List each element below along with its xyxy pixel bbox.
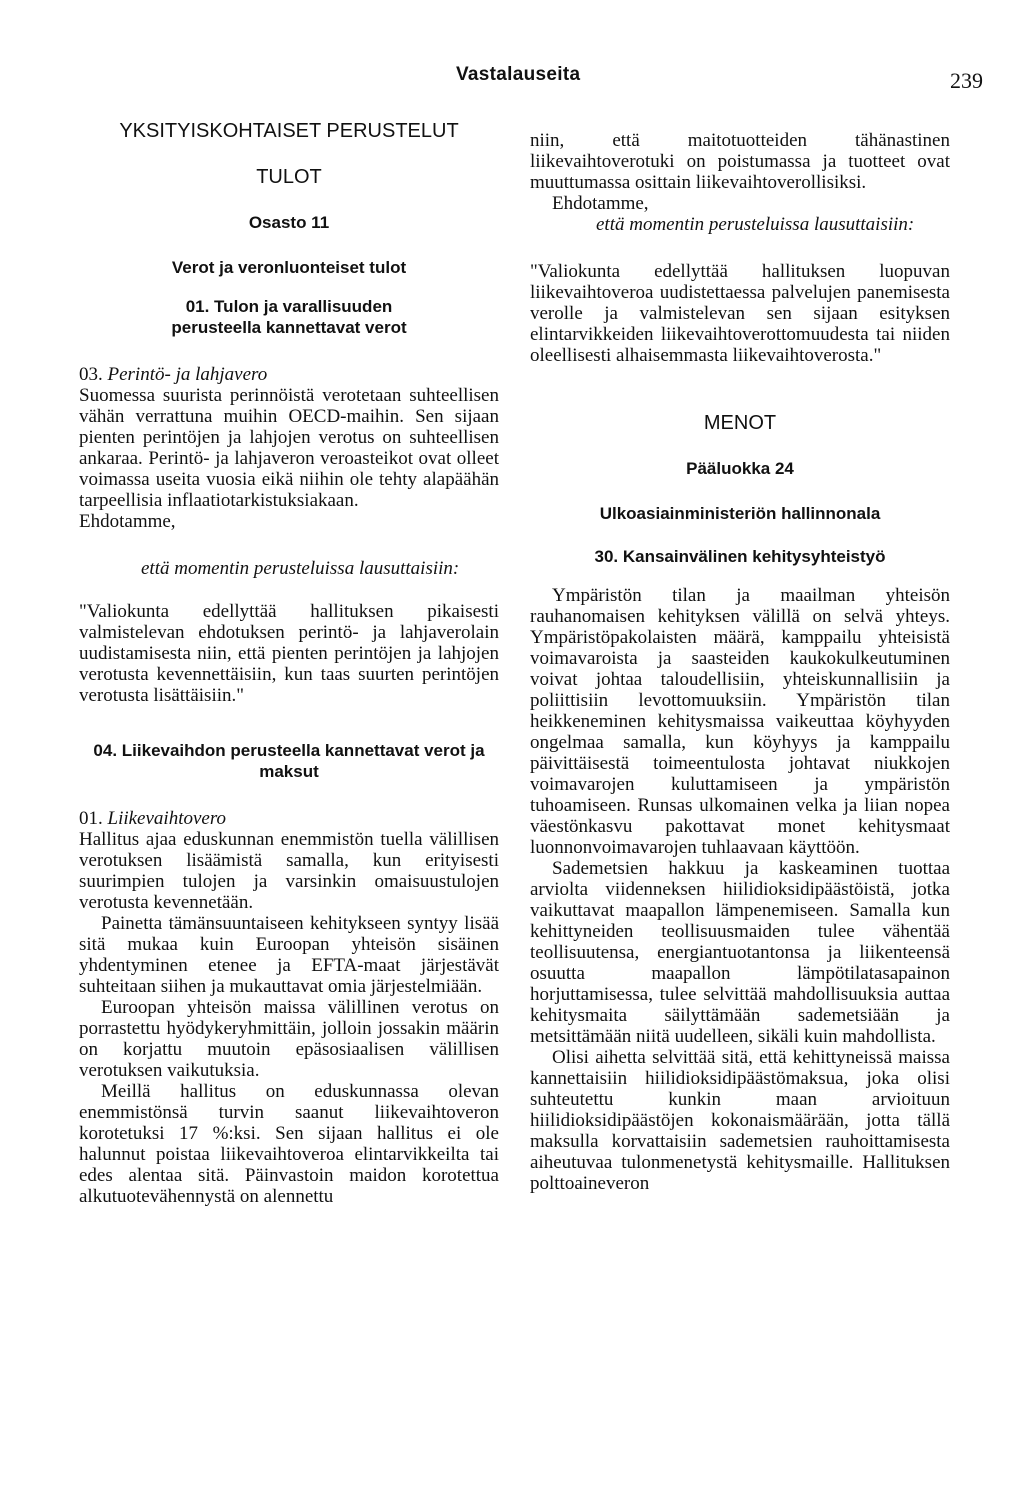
heading-ulkoasiainministerio: Ulkoasiainministeriön hallinnonala xyxy=(599,504,881,523)
heading-yksityiskohtaiset: YKSITYISKOHTAISET PERUSTELUT xyxy=(119,120,459,142)
heading-menot: MENOT xyxy=(703,412,777,434)
heading-tulot: TULOT xyxy=(256,166,322,188)
paragraph: Olisi aihetta selvittää sitä, että kehittyneissä maissa kannettaisiin hiilidioksidipäästömaksua, joka olisi suhteutettu kunkin maan arvioituun hiilidioksidipäästöjen kokonaismäärään, jotta tällä maksulla korvattaisiin sademetsien rauhoittamisesta aiheutuvaa tulonmenetystä kehitysmaille. Hallituksen polttoaineveron xyxy=(530,1047,950,1194)
item-03-number: 03. xyxy=(79,364,108,385)
heading-verot: Verot ja veronluonteiset tulot xyxy=(171,258,407,277)
running-header: Vastalauseita xyxy=(456,64,581,85)
heading-osasto: Osasto 11 xyxy=(248,213,330,232)
ehdotamme-text: Ehdotamme, xyxy=(79,511,176,532)
paragraph: Sademetsien hakkuu ja kaskeaminen tuottaa arviolta viidenneksen hiilidioksidipäästöistä, jotka vaikuttavat maapallon lämpenemiseen. Samalla kun kehittyneiden teollisuusmaiden tulee vähentää teollisuutensa, energiantuotantonsa ja liikenteensä osuutta maapallon lämpötilatasapainon horjuttamisessa, tulee selvittää mahdollisuuksia auttaa kehitysmaita säilyttämään sademetsiään ja metsittämään niitä uudelleen, sikäli kuin mahdollista. xyxy=(530,858,950,1047)
page-number: 239 xyxy=(950,68,983,93)
paragraph: Hallitus ajaa eduskunnan enemmistön tuella välillisen verotuksen lisäämistä samalla, kun erityisesti suurimpien tulojen ja varsinkin omaisuustulojen verotusta kevennetään. xyxy=(79,829,499,913)
paragraph: Painetta tämänsuuntaiseen kehitykseen syntyy lisää sitä mukaa kuin Euroopan yhteisön sisäinen yhdentyminen etenee ja EFTA-maat järjestävät suhteitaan siihen ja mukauttavat omia järjestelmiään. xyxy=(79,913,499,997)
paragraph: Euroopan yhteisön maissa välillinen verotus on porrastettu hyödykeryhmittäin, jolloin jossakin määrin on korjattu muutoin epäsosiaalisen välillisen verotuksen vaikutuksia. xyxy=(79,997,499,1081)
heading-section-30: 30. Kansainvälinen kehitysyhteistyö xyxy=(594,547,886,566)
item-01-heading xyxy=(79,808,499,829)
heading-section-04: 04. Liikevaihdon perusteella kannettavat verot ja maksut xyxy=(93,741,485,781)
paragraph: Suomessa suurista perinnöistä verotetaan suhteellisen vähän verrattuna muihin OECD-maihin. Sen sijaan pienten perintöjen ja lahjojen verotus on suhteellisen ankaraa. Perintö- ja lahjaveron veroasteikot ovat olleet voimassa useita vuosia eikä niihin ole tehty alapäähän tarpeellisia inflaatiotarkistuksiakaan. xyxy=(79,385,499,511)
proposal-italic: että momentin perusteluissa lausuttaisiin: xyxy=(596,214,915,235)
item-03-heading xyxy=(79,364,499,385)
left-column xyxy=(79,118,499,1207)
proposal-italic: että momentin perusteluissa lausuttaisiin: xyxy=(141,558,460,579)
item-03-title: Perintö- ja lahjavero xyxy=(107,364,268,385)
heading-paaluokka: Pääluokka 24 xyxy=(686,459,794,478)
ehdotamme-text: Ehdotamme, xyxy=(552,193,649,214)
quote-paragraph: "Valiokunta edellyttää hallituksen pikaisesti valmistelevan ehdotuksen perintö- ja lahjaverolain uudistamisesta niin, että pienten perintöjen ja lahjojen verotusta kevennettäisiin, kun taas suurten perintöjen verotusta lisättäisiin." xyxy=(79,601,499,706)
item-01-number: 01. xyxy=(79,808,108,829)
item-01-title: Liikevaihtovero xyxy=(107,808,227,829)
heading-section-01: 01. Tulon ja varallisuuden perusteella kannettavat verot xyxy=(171,297,407,337)
paragraph: Ympäristön tilan ja maailman yhteisön rauhanomaisen kehityksen välillä on selvä yhteys. Ympäristöpakolaisten määrä, kamppailu yhteisistä voimavaroista ja saasteiden kaukokulkeutuminen voivat johtaa taloudellisiin, yhteiskunnallisiin ja poliittisiin levottomuuksiin. Ympäristön tilan heikkeneminen kehitysmaissa vaikeuttaa köyhyyden ongelmaa samalla, kun köyhyys ja kamppailu päivittäisestä toimeentulosta johtavat niukkojen voimavarojen kuluttamiseen ja ympäristön tuhoamiseen. Runsas ulkomainen velka ja liian nopea väestönkasvu pakottavat monet kehitysmaat luonnonvoimavarojen tuhlaavaan käyttöön. xyxy=(530,585,950,858)
right-column xyxy=(530,118,950,1194)
paragraph: niin, että maitotuotteiden tähänastinen liikevaihtoverotuki on poistumassa ja tuotteet ovat muuttumassa osittain liikevaihtoverollisiksi. xyxy=(530,130,950,193)
quote-paragraph: "Valiokunta edellyttää hallituksen luopuvan liikevaihtoveroa uudistettaessa palvelujen panemisesta verolle ja valmistelevan sen sijaan esityksen elintarvikkeiden liikevaihtoverottomuudesta tai niiden oleellisesti alhaisemmasta liikevaihtoverosta." xyxy=(530,261,950,366)
paragraph: Meillä hallitus on eduskunnassa olevan enemmistönsä turvin saanut liikevaihtoveron korotetuksi 17 %:ksi. Sen sijaan hallitus ei ole halunnut poistaa liikevaihtoveroa elintarvikkeilta tai edes alentaa sitä. Päinvastoin maidon korotettua alkutuotevähennystä on alennettu xyxy=(79,1081,499,1207)
